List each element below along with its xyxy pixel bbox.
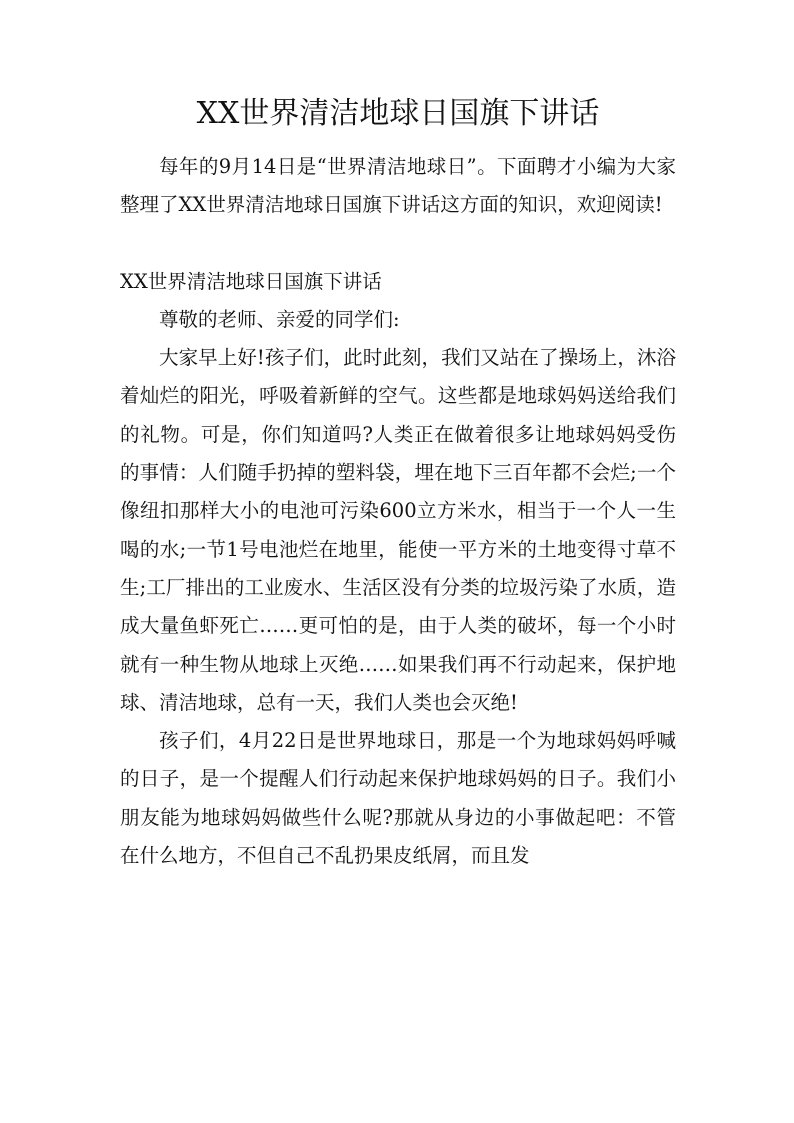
salutation: 尊敬的老师、亲爱的同学们: [159, 307, 400, 331]
speech-subheading: XX世界清洁地球日国旗下讲话 [120, 269, 382, 293]
document-title: XX世界清洁地球日国旗下讲话 [196, 96, 600, 131]
body-paragraph-2: 孩子们，4月22日是世界地球日，那是一个为地球妈妈呼喊的日子，是一个提醒人们行动起来保护地球妈妈的日子。我们小朋友能为地球妈妈做些什么呢?那就从身边的小事做起吧：不管在什么地方，不但自己不乱扔果皮纸屑，而且发 [120, 729, 676, 868]
intro-paragraph: 每年的9月14日是“世界清洁地球日”。下面聘才小编为大家整理了XX世界清洁地球日国旗下讲话这方面的知识，欢迎阅读! [120, 155, 676, 217]
document-page [120, 92, 676, 875]
blank-line [120, 225, 676, 263]
body-paragraph-1: 大家早上好!孩子们，此时此刻，我们又站在了操场上，沐浴着灿烂的阳光，呼吸着新鲜的空气。这些都是地球妈妈送给我们的礼物。可是，你们知道吗?人类正在做着很多让地球妈妈受伤的事情：人们随手扔掉的塑料袋，埋在地下三百年都不会烂;一个像纽扣那样大小的电池可污染600立方米水，相当于一个人一生喝的水;一节1号电池烂在地里，能使一平方米的土地变得寸草不生;工厂排出的工业废水、生活区没有分类的垃圾污染了水质，造成大量鱼虾死亡……更可怕的是，由于人类的破坏，每一个小时就有一种生物从地球上灭绝……如果我们再不行动起来，保护地球、清洁地球，总有一天，我们人类也会灭绝! [120, 346, 676, 714]
